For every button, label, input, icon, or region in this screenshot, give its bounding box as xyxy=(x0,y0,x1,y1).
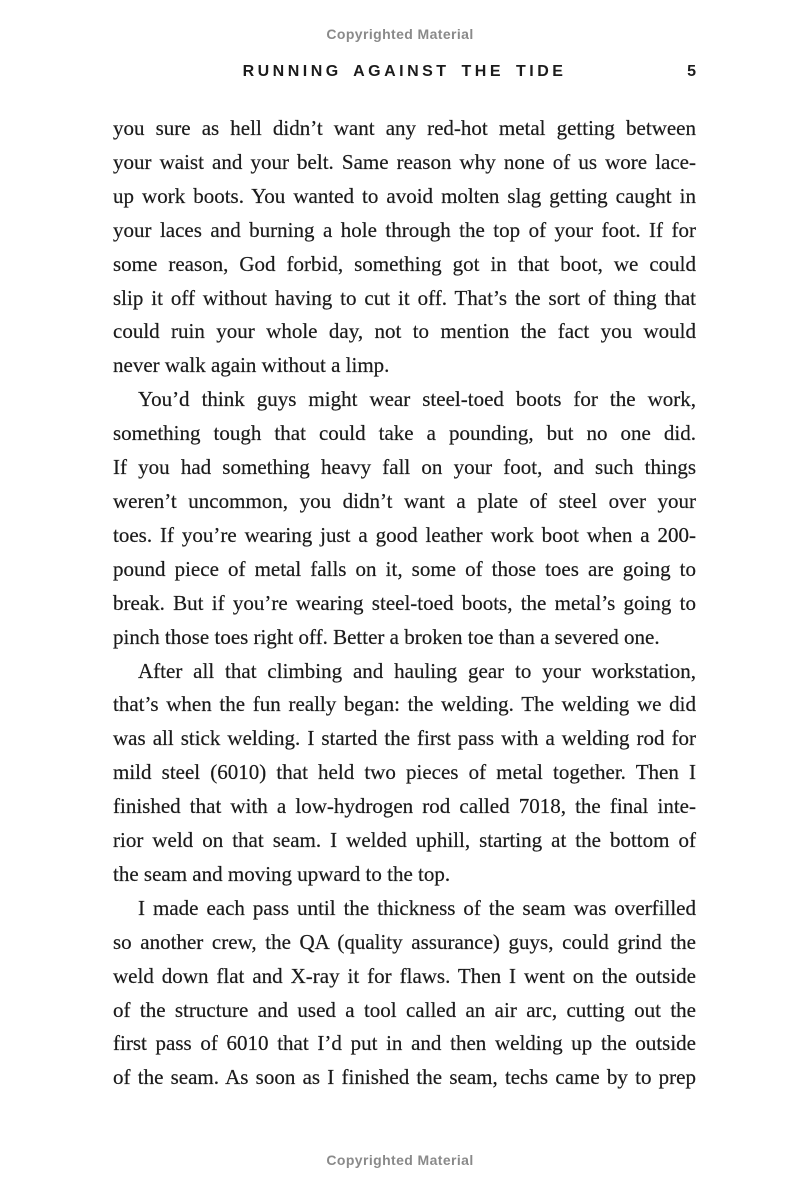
text-line: You’d think guys might wear steel-toed boots for the work, xyxy=(138,387,696,412)
running-header-title: RUNNING AGAINST THE TIDE xyxy=(242,63,567,80)
text-line: I made each pass until the thickness of the seam was overfilled xyxy=(138,895,696,920)
text-line: your laces and burning a hole through the top of your foot. If for xyxy=(113,217,696,242)
text-line: pinch those toes right off. Better a broken toe than a severed one. xyxy=(113,624,660,649)
text-line: toes. If you’re wearing just a good leather work boot when a 200- xyxy=(113,522,696,547)
text-line: pound piece of metal falls on it, some of those toes are going to xyxy=(113,556,696,581)
text-line: rior weld on that seam. I welded uphill, starting at the bottom of xyxy=(113,828,696,853)
text-line: could ruin your whole day, not to mention the fact you would xyxy=(113,319,696,344)
text-line: you sure as hell didn’t want any red-hot metal getting between xyxy=(113,116,696,140)
paragraph xyxy=(113,112,696,383)
text-line: slip it off without having to cut it off. That’s the sort of thing that xyxy=(113,285,696,310)
text-line: that’s when the fun really began: the welding. The welding we did xyxy=(113,692,696,717)
text-line: break. But if you’re wearing steel-toed boots, the metal’s going to xyxy=(113,590,696,615)
text-line: your waist and your belt. Same reason why none of us wore lace- xyxy=(113,149,696,174)
paragraph xyxy=(113,892,696,1095)
text-line: weld down flat and X-ray it for flaws. Then I went on the outside xyxy=(113,963,696,988)
text-line: up work boots. You wanted to avoid molten slag getting caught in xyxy=(113,183,696,208)
text-line: of the structure and used a tool called an air arc, cutting out the xyxy=(113,997,696,1022)
copyright-notice-top: Copyrighted Material xyxy=(326,26,474,42)
text-line: never walk again without a limp. xyxy=(113,353,390,378)
text-line: After all that climbing and hauling gear to your workstation, xyxy=(138,658,696,683)
page-number: 5 xyxy=(687,63,696,80)
running-header xyxy=(113,63,696,83)
text-line: weren’t uncommon, you didn’t want a plate of steel over your xyxy=(113,488,696,513)
paragraph xyxy=(113,655,696,892)
text-line: first pass of 6010 that I’d put in and then welding up the outside xyxy=(113,1031,696,1056)
text-line: the seam and moving upward to the top. xyxy=(113,861,451,886)
text-line: mild steel (6010) that held two pieces of metal together. Then I xyxy=(113,760,696,785)
text-line: some reason, God forbid, something got in that boot, we could xyxy=(113,251,696,276)
text-line: If you had something heavy fall on your foot, and such things xyxy=(113,455,696,480)
text-line: finished that with a low-hydrogen rod called 7018, the final inte- xyxy=(113,794,696,819)
text-line: so another crew, the QA (quality assurance) guys, could grind the xyxy=(113,929,696,954)
text-line: something tough that could take a pounding, but no one did. xyxy=(113,421,696,446)
page-body-text xyxy=(113,112,696,1095)
text-line: of the seam. As soon as I finished the seam, techs came by to prep xyxy=(113,1065,696,1090)
paragraph xyxy=(113,383,696,654)
text-line: was all stick welding. I started the first pass with a welding rod for xyxy=(113,726,696,751)
copyright-notice-bottom: Copyrighted Material xyxy=(326,1152,474,1168)
